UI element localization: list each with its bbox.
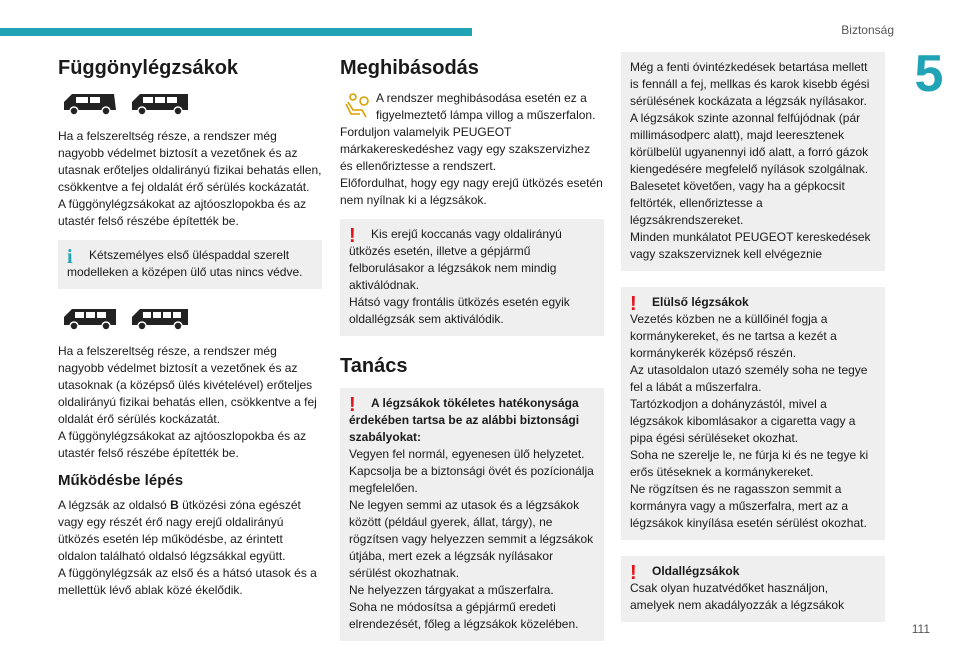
warning-box-1 [340,219,604,336]
warning-icon: ! [349,394,356,416]
side-airbags-title: Oldallégzsákok [652,564,740,578]
safety-rules-text: Vegyen fel normál, egyenesen ülő helyzetet. Kapcsolja be a biztonsági övét és pozícionálja megfelelően. Ne legyen semmi az utasok és a légzsákok között (például gyerek, állat, tárgy), ne rögzítsen vagy helyezzen semmit a légzsákok útjába, mert ezek a légzsák nyílásakor sérülést okozhatnak. Ne helyezzen tárgyakat a műszerfalra. Soha ne módosítsa a gépjármű eredeti elrendezését, főleg a légzsákok közelében. [349,447,594,631]
front-airbags-text: Vezetés közben ne a küllőinél fogja a kormánykereket, és ne tartsa a kezét a kormánykerék középső részén. Az utasoldalon utazó személy soha ne tegye fel a lábát a műszerfalra. Tartózkodjon a dohányzástól, mivel a légzsákok kibomlásakor a cigaretta vagy a pipa égési sérüléseket okozhat. Soha ne szerelje le, ne fúrja ki és ne tegye ki erős ütéseknek a kormánykereket. Ne rögzítsen és ne ragasszon semmit a kormányra vagy a műszerfalra, mert az a légzsákok kinyílása esetén sérülést okozhat. [630,312,869,530]
airbag-warning-lamp-icon [340,90,370,120]
note-box [621,52,885,271]
front-airbags-warning-box [621,287,885,540]
van-short-icon [60,90,120,118]
chapter-number: 5 [914,45,944,103]
deployment-text [58,497,322,599]
zone-b-label: B [170,498,179,512]
page-number: 111 [911,622,930,636]
curtain-airbags-title: Függönylégzsákok [58,57,239,79]
column-2 [340,52,604,651]
deployment-subtitle: Működésbe lépés [58,472,184,489]
malfunction-title: Meghibásodás [340,57,479,79]
passenger-van-long-icon [130,305,190,333]
warning-text-1: Kis erejű koccanás vagy oldalirányú ütközés esetén, illetve a gépjármű felborulásakor a légzsákok nem mindig aktiválódnak. Hátsó vagy frontális ütközés esetén egyik oldallégzsák sem aktiválódik. [349,227,570,326]
curtain-airbags-description-2: Ha a felszereltség része, a rendszer még nagyobb védelmet biztosít a vezetőnek és az utasoknak (a középső ülés kivételével) erőteljes oldalirányú fizikai behatás ellen, csökkentve a fej oldalát érő sérülés kockázatát. A függönylégzsákokat az ajtóoszlopokba és az utastér felső részébe építették be. [58,344,317,460]
info-text: Kétszemélyes első üléspaddal szerelt modelleken a középen ülő utas nincs védve. [67,248,303,279]
front-airbags-title: Elülső légzsákok [652,295,749,309]
warning-lamp-text: A rendszer meghibásodása esetén ez a figyelmeztető lámpa villog a műszerfalon. [376,91,596,122]
warning-icon: ! [349,225,356,247]
info-icon: i [67,246,73,268]
warning-icon: ! [630,293,637,315]
warning-icon: ! [630,562,637,584]
deployment-text-a: A légzsák az oldalsó [58,498,171,512]
section-title: Biztonság [841,23,894,37]
side-airbags-text: Csak olyan huzatvédőket használjon, amelyek nem akadályozzák a légzsákok [630,581,845,612]
curtain-airbags-description: Ha a felszereltség része, a rendszer még nagyobb védelmet biztosít a vezetőnek és az utasnak erőteljes oldalirányú fizikai behatás ellen, csökkentve a fej oldalát érő sérülés kockázatát. A függönylégzsákokat az ajtóoszlopokba és az utastér felső részébe építették be. [58,129,322,228]
deployment-text-c: ütközési zóna egészét vagy egy részét érő nagy erejű oldalirányú ütközés esetén lép működésbe, az érintett oldalon található oldalsó légzsákkal együtt. A függönylégzsák az első és a hátsó utasok és a mellettük lévő ablak közé ékelődik. [58,498,317,597]
column-1 [58,52,322,599]
info-box [58,240,322,289]
warning-box-2 [340,388,604,641]
side-airbags-warning-box [621,556,885,622]
vehicle-icons-2 [60,305,322,333]
vehicle-icons-1 [60,90,322,118]
van-long-icon [130,90,190,118]
note-text: Még a fenti óvintézkedések betartása mellett is fennáll a fej, mellkas és karok kisebb égési sérülésének kockázata a légzsák nyílásakor. A légzsákok szinte azonnal felfújódnak (pár millimásodperc alatt), majd leeresztenek körülbelül ugyanennyi idő alatt, a forró gázok kiengedésére megfelelő nyílások szolgálnak. Balesetet követően, vagy ha a gépkocsit feltörték, ellenőriztesse a légzsákrendszereket. Minden munkálatot PEUGEOT kereskedések vagy szakszerviznek kell elvégeznie [630,60,871,261]
passenger-van-icon [60,305,120,333]
safety-rules-title: A légzsákok tökéletes hatékonysága érdekében tartsa be az alábbi biztonsági szabályokat: [349,396,580,444]
warning-lamp-notice [340,90,604,124]
column-3 [621,52,885,632]
advice-title: Tanács [340,355,408,377]
malfunction-text: Forduljon valamelyik PEUGEOT márkakereskedéshez vagy egy szakszervizhez és ellenőriztesse a rendszert. Előfordulhat, hogy egy nagy erejű ütközés esetén nem nyílnak ki a légzsákok. [340,125,603,207]
header-accent-bar [0,28,472,36]
